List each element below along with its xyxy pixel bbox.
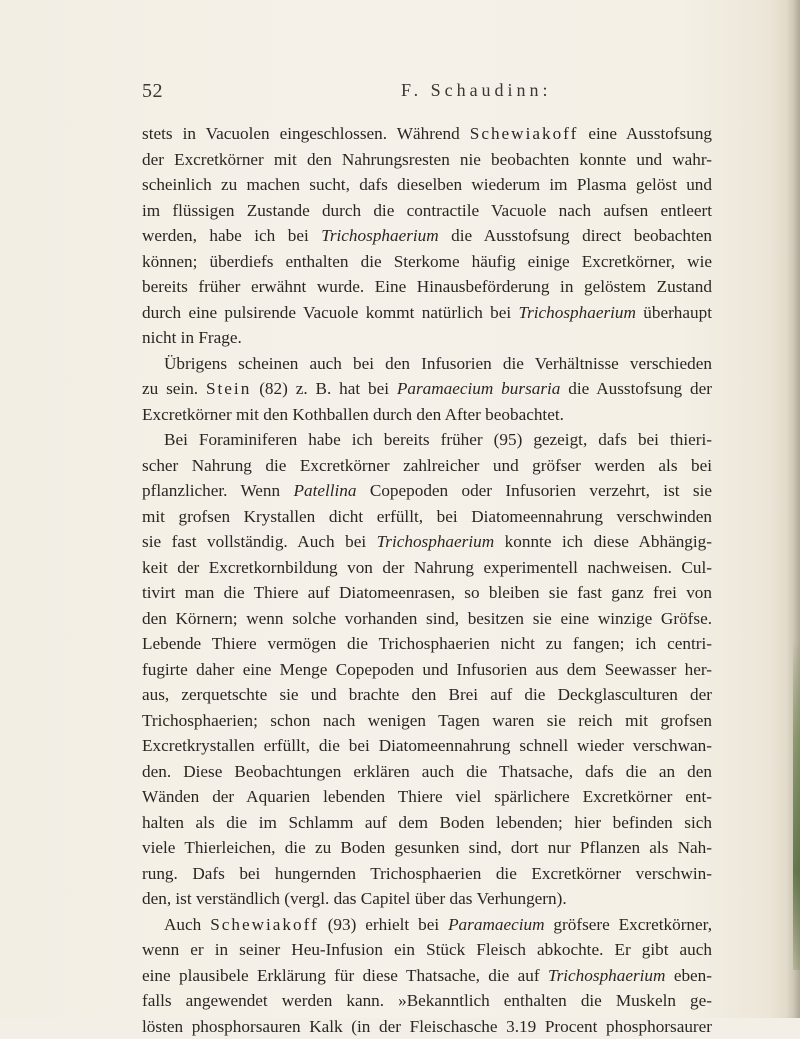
- text-run: nicht in Frage.: [142, 328, 242, 347]
- text-line: [142, 733, 712, 759]
- text-line: [142, 147, 712, 173]
- text-line: [142, 300, 712, 326]
- text-run: gröfsere Excretkörner,: [544, 915, 712, 934]
- text-line: [142, 274, 712, 300]
- text-line: [142, 376, 712, 402]
- text-run: den, ist verständlich (vergl. das Capitel über das Verhungern).: [142, 889, 567, 908]
- text-line: [142, 861, 712, 887]
- text-run: Excretkrystallen erfüllt, die bei Diatomeennahrung schnell wieder verschwan-: [142, 736, 712, 755]
- text-line: [142, 504, 712, 530]
- text-run: (82) z. B. hat bei: [251, 379, 397, 398]
- italic-term: Paramaecium bursaria: [397, 379, 561, 398]
- italic-term: Trichosphaerium: [548, 966, 665, 985]
- text-line: [142, 631, 712, 657]
- text-line: [142, 886, 712, 912]
- text-run: Copepoden oder Infusorien verzehrt, ist sie: [357, 481, 713, 500]
- text-line: [142, 988, 712, 1014]
- text-line: [142, 555, 712, 581]
- text-run: eine Ausstofsung: [578, 124, 712, 143]
- text-line: [142, 784, 712, 810]
- text-run: konnte ich diese Abhängig-: [494, 532, 712, 551]
- text-line: [142, 810, 712, 836]
- text-run: mit grofsen Krystallen dicht erfüllt, bei Diatomeennahrung verschwinden: [142, 507, 712, 526]
- text-run: viele Thierleichen, die zu Boden gesunken sind, dort nur Pflanzen als Nah-: [142, 838, 712, 857]
- text-line: [142, 912, 712, 938]
- body-text: [142, 121, 712, 1039]
- text-run: bereits früher erwähnt wurde. Eine Hinausbeförderung in gelöstem Zustand: [142, 277, 712, 296]
- text-run: zu sein.: [142, 379, 206, 398]
- text-run: (93) erhielt bei: [319, 915, 448, 934]
- text-line: [142, 963, 712, 989]
- text-run: Auch: [164, 915, 210, 934]
- text-line: [142, 453, 712, 479]
- italic-term: Trichosphaerium: [377, 532, 494, 551]
- text-line: [142, 427, 712, 453]
- text-run: rung. Dafs bei hungernden Trichosphaerien die Excretkörner verschwin-: [142, 864, 712, 883]
- text-run: sie fast vollständig. Auch bei: [142, 532, 377, 551]
- text-line: [142, 223, 712, 249]
- author-name: Schewiakoff: [470, 124, 579, 143]
- text-run: wenn er in seiner Heu-Infusion ein Stück Fleisch abkochte. Er gibt auch: [142, 940, 712, 959]
- running-title: F. Schaudinn:: [401, 80, 552, 101]
- page-number: 52: [142, 80, 163, 103]
- text-line: [142, 937, 712, 963]
- author-name: Schewiakoff: [210, 915, 319, 934]
- text-run: eine plausibele Erklärung für diese Thatsache, die auf: [142, 966, 548, 985]
- text-run: Übrigens scheinen auch bei den Infusorien die Verhältnisse verschieden: [164, 354, 712, 373]
- text-run: eben-: [665, 966, 712, 985]
- author-name: Stein: [206, 379, 251, 398]
- text-run: scher Nahrung die Excretkörner zahlreicher und gröfser werden als bei: [142, 456, 712, 475]
- text-line: [142, 657, 712, 683]
- text-run: pflanzlicher. Wenn: [142, 481, 293, 500]
- text-line: [142, 478, 712, 504]
- text-run: fugirte daher eine Menge Copepoden und Infusorien aus dem Seewasser her-: [142, 660, 712, 679]
- text-line: [142, 249, 712, 275]
- text-run: den Körnern; wenn solche vorhanden sind, besitzen sie eine winzige Gröfse.: [142, 609, 712, 628]
- text-run: Wänden der Aquarien lebenden Thiere viel spärlichere Excretkörner ent-: [142, 787, 712, 806]
- text-run: den. Diese Beobachtungen erklären auch die Thatsache, dafs die an den: [142, 762, 712, 781]
- text-run: können; überdiefs enthalten die Sterkome häufig einige Excretkörner, wie: [142, 252, 712, 271]
- text-run: tivirt man die Thiere auf Diatomeenrasen, so bleiben sie fast ganz frei von: [142, 583, 712, 602]
- text-line: [142, 682, 712, 708]
- italic-term: Trichosphaerium: [518, 303, 635, 322]
- text-run: stets in Vacuolen eingeschlossen. Während: [142, 124, 470, 143]
- text-line: [142, 580, 712, 606]
- page-header: [142, 80, 712, 106]
- text-line: [142, 759, 712, 785]
- text-run: Lebende Thiere vermögen die Trichosphaerien nicht zu fangen; ich centri-: [142, 634, 712, 653]
- text-run: aus, zerquetschte sie und brachte den Brei auf die Deckglasculturen der: [142, 685, 712, 704]
- text-run: scheinlich zu machen sucht, dafs dieselben wiederum im Plasma gelöst und: [142, 175, 712, 194]
- text-run: der Excretkörner mit den Nahrungsresten nie beobachten konnte und wahr-: [142, 150, 712, 169]
- text-line: [142, 529, 712, 555]
- text-run: Excretkörner mit den Kothballen durch den After beobachtet.: [142, 405, 564, 424]
- text-line: [142, 1014, 712, 1039]
- text-run: lösten phosphorsauren Kalk (in der Fleischasche 3.19 Procent phosphorsaurer: [142, 1017, 712, 1036]
- text-line: [142, 402, 712, 428]
- page-edge-stain: [793, 640, 800, 970]
- text-line: [142, 606, 712, 632]
- text-run: falls angewendet werden kann. »Bekanntlich enthalten die Muskeln ge-: [142, 991, 712, 1010]
- text-run: keit der Excretkornbildung von der Nahrung experimentell nachweisen. Cul-: [142, 558, 712, 577]
- text-line: [142, 198, 712, 224]
- italic-term: Paramaecium: [448, 915, 544, 934]
- text-run: überhaupt: [636, 303, 712, 322]
- text-run: Bei Foraminiferen habe ich bereits früher (95) gezeigt, dafs bei thieri-: [164, 430, 712, 449]
- text-run: die Ausstofsung direct beobachten: [439, 226, 712, 245]
- text-line: [142, 325, 712, 351]
- text-run: durch eine pulsirende Vacuole kommt natürlich bei: [142, 303, 518, 322]
- text-run: Trichosphaerien; schon nach wenigen Tagen waren sie reich mit grofsen: [142, 711, 712, 730]
- text-run: die Ausstofsung der: [560, 379, 712, 398]
- text-line: [142, 121, 712, 147]
- text-run: im flüssigen Zustande durch die contractile Vacuole nach aufsen entleert: [142, 201, 712, 220]
- text-line: [142, 708, 712, 734]
- italic-term: Patellina: [293, 481, 356, 500]
- text-line: [142, 172, 712, 198]
- text-line: [142, 351, 712, 377]
- text-line: [142, 835, 712, 861]
- text-run: halten als die im Schlamm auf dem Boden lebenden; hier befinden sich: [142, 813, 712, 832]
- italic-term: Trichosphaerium: [321, 226, 438, 245]
- text-run: werden, habe ich bei: [142, 226, 321, 245]
